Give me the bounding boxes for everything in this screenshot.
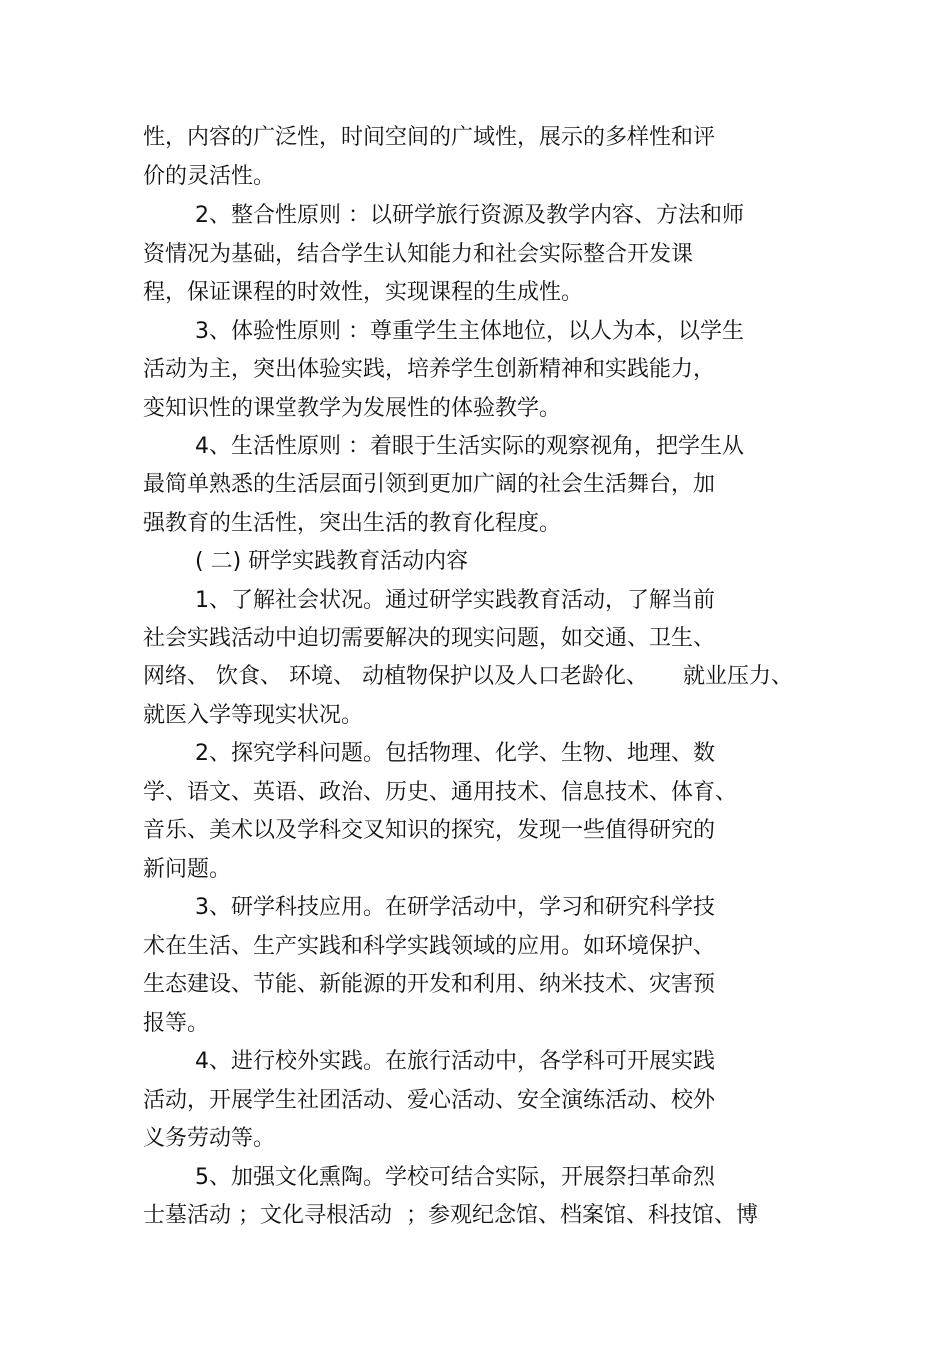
text-line: 义务劳动等。 [143,1126,276,1151]
paragraph-start: 2、探究学科问题。包括物理、化学、生物、地理、数 [195,741,715,766]
text-line: 士墓活动 ；文化寻根活动 ；参观纪念馆、档案馆、科技馆、博 [143,1203,758,1228]
text-line: 学、语文、英语、政治、历史、通用技术、信息技术、体育、 [143,780,738,805]
paragraph-start: 4、进行校外实践。在旅行活动中，各学科可开展实践 [195,1049,715,1074]
paragraph-start: 3、研学科技应用。在研学活动中，学习和研究科学技 [195,895,715,920]
section-heading: ( 二) 研学实践教育活动内容 [195,549,469,574]
text-line: 价的灵活性。 [143,164,276,189]
text-line: 就医入学等现实状况。 [143,703,364,728]
text-line: 社会实践活动中迫切需要解决的现实问题，如交通、卫生、 [143,626,716,651]
text-line: 音乐、美术以及学科交叉知识的探究，发现一些值得研究的 [143,818,716,843]
text-line: 术在生活、生产实践和科学实践领域的应用。如环境保护、 [143,934,716,959]
text-line: 报等。 [143,1011,210,1036]
paragraph-start: 3、体验性原则 ：尊重学生主体地位，以人为本，以学生 [195,319,744,344]
paragraph-start: 1、了解社会状况。通过研学实践教育活动，了解当前 [195,588,715,613]
paragraph-start: 5、加强文化熏陶。学校可结合实际，开展祭扫革命烈 [195,1165,715,1190]
text-line: 生态建设、节能、新能源的开发和利用、纳米技术、灾害预 [143,972,716,997]
paragraph-start: 2、整合性原则 ：以研学旅行资源及教学内容、方法和师 [195,203,744,228]
text-line: 活动，开展学生社团活动、爱心活动、安全演练活动、校外 [143,1088,716,1113]
text-line: 变知识性的课堂教学为发展性的体验教学。 [143,396,562,421]
text-line: 性，内容的广泛性，时间空间的广域性，展示的多样性和评 [143,125,716,150]
text-line: 网络、 饮食、 环境、 动植物保护以及人口老龄化、 就业压力、 [143,664,793,689]
text-line: 最简单熟悉的生活层面引领到更加广阔的社会生活舞台，加 [143,472,716,497]
text-line: 活动为主，突出体验实践，培养学生创新精神和实践能力， [143,357,716,382]
text-line: 资情况为基础，结合学生认知能力和社会实际整合开发课 [143,242,694,267]
text-line: 程，保证课程的时效性，实现课程的生成性。 [143,280,584,305]
text-line: 新问题。 [143,857,232,882]
text-line: 强教育的生活性，突出生活的教育化程度。 [143,511,562,536]
paragraph-start: 4、生活性原则 ：着眼于生活实际的观察视角，把学生从 [195,434,744,459]
